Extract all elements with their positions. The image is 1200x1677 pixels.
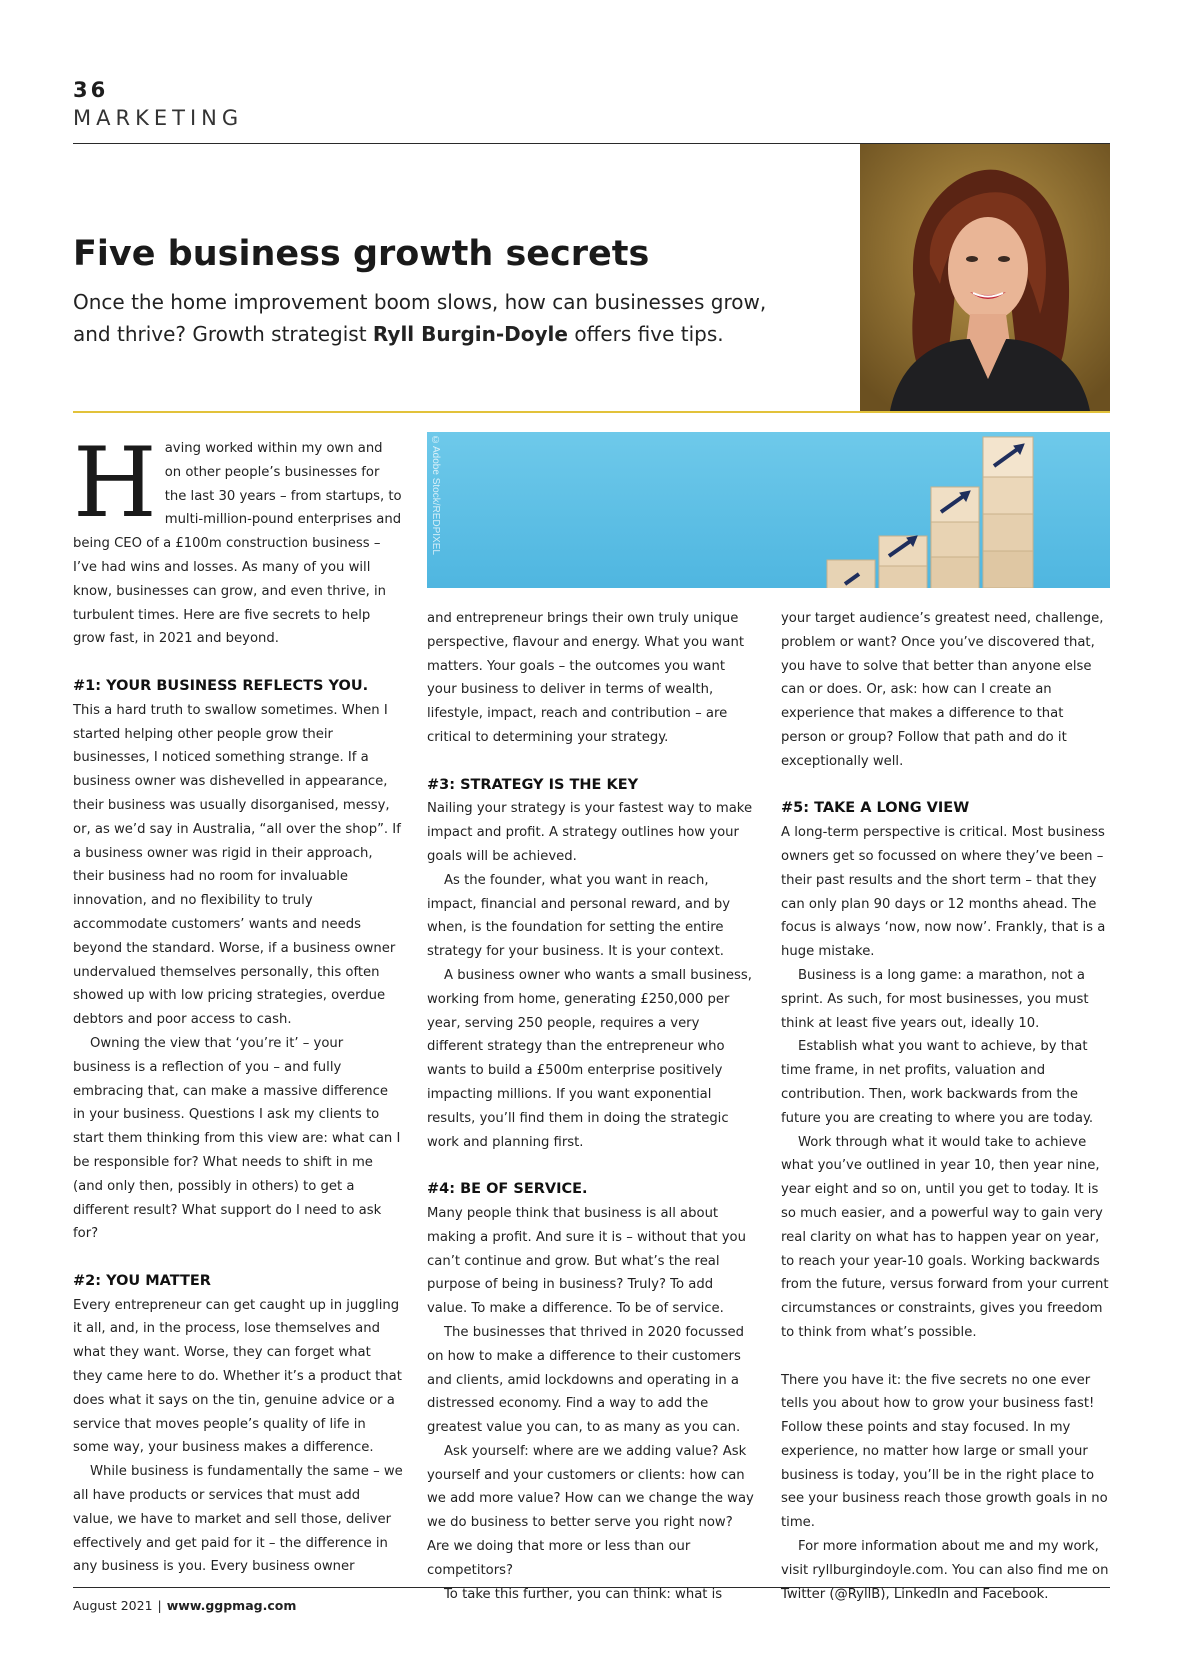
footer [73, 1598, 296, 1613]
paragraph: This a hard truth to swallow sometimes. When I started helping other people grow their businesses, I noticed something strange. If a business owner was dishevelled in appearance, their business was usually disorganised, messy, or, as we’d say in Australia, “all over the shop”. If a business owner was rigid in their approach, their business had no room for invaluable innovation, and no flexibility to truly accommodate customers’ wants and needs beyond the standard. Worse, if a business owner undervalued themselves personally, this often showed up with low pricing strategies, overdue debtors and poor access to cash. [73, 702, 401, 1028]
paragraph: While business is fundamentally the same – we all have products or services that must add value, we have to market and sell those, deliver effectively and get paid for it – the difference in any business is you. Every business owner [73, 1464, 403, 1575]
author-name: Ryll Burgin-Doyle [372, 322, 568, 346]
paragraph: and entrepreneur brings their own truly unique perspective, flavour and energy. What you want matters. Your goals – the outcomes you want your business to deliver in terms of wealth, lifestyle, impact, reach and contribution – are critical to determining your strategy. [427, 611, 744, 745]
section-5-heading: #5: TAKE A LONG VIEW [781, 800, 970, 817]
standfirst [73, 286, 803, 350]
gold-rule [73, 411, 1110, 413]
paragraph: Nailing your strategy is your fastest way to make impact and profit. A strategy outlines how your goals will be achieved. [427, 801, 753, 864]
paragraph: Owning the view that ‘you’re it’ – your business is a reflection of you – and fully embracing that, can make a massive difference in your business. Questions I ask my clients to start them thinking from this view are: what can I be responsible for? What needs to shift in me (and only then, possibly in others) to get a different result? What support do I need to ask for? [73, 1035, 401, 1242]
paragraph: Establish what you want to achieve, by that time frame, in net profits, valuation and contribution. Then, work backwards from the future you are creating to where you are today. [781, 1039, 1094, 1126]
section-3-heading: #3: STRATEGY IS THE KEY [427, 776, 639, 793]
paragraph: To take this further, you can think: what is [444, 1586, 723, 1602]
standfirst-text-end: offers five tips. [567, 322, 724, 346]
website-link[interactable]: www.ggpmag.com [166, 1598, 297, 1613]
issue-date: August 2021 [73, 1598, 153, 1613]
paragraph: Every entrepreneur can get caught up in juggling it all, and, in the process, lose themselves and what they want. Worse, they can forget what they came here to do. Whether it’s a product that does what it says on the tin, genuine advice or a service that moves people’s quality of life in some way, your business makes a difference. [73, 1297, 402, 1456]
paragraph: The businesses that thrived in 2020 focussed on how to make a difference to their customers and clients, amid lockdowns and operating in a distressed economy. Find a way to add the greatest value you can, to as many as you can. [427, 1324, 744, 1436]
section-4-heading: #4: BE OF SERVICE. [427, 1181, 588, 1198]
author-portrait [860, 144, 1110, 411]
article-column-1 [73, 427, 403, 1579]
paragraph: A business owner who wants a small business, working from home, generating £250,000 per year, serving 250 people, requires a very different strategy than the entrepreneur who wants to build a £500m enterprise positively impacting millions. If you want exponential results, you’ll find them in doing the strategic work and planning first. [427, 967, 752, 1150]
article-column-3 [781, 607, 1111, 1606]
page-number: 36 [73, 78, 109, 102]
footer-separator: | [157, 1598, 162, 1613]
drop-cap: H [73, 427, 157, 539]
section-2-heading: #2: YOU MATTER [73, 1272, 211, 1289]
article-column-2 [427, 607, 757, 1606]
contact-paragraph: For more information about me and my work, visit ryllburgindoyle.com. You can also find me on Twitter (@RyllB), LinkedIn and Facebook. [781, 1539, 1109, 1602]
spacer [781, 1345, 1111, 1369]
image-credit: ©Adobe Stock/REDPIXEL [430, 435, 441, 555]
headline: Five business growth secrets [73, 234, 650, 274]
paragraph: Work through what it would take to achieve what you’ve outlined in year 10, then year nine, year eight and so on, until you get to today. It is so much easier, and a powerful way to gain very real clarity on what has to happen year on year, to reach your year-10 goals. Working backwards from the future, versus forward from your current circumstances or constraints, gives you freedom to think from what’s possible. [781, 1134, 1109, 1340]
bottom-rule [73, 1587, 1110, 1588]
paragraph: A long-term perspective is critical. Most business owners get so focussed on where they’ve been – their past results and the short term – that they can only plan 90 days or 12 months ahead. The focus is always ‘now, now now’. Frankly, that is a huge mistake. [781, 825, 1106, 960]
paragraph: Many people think that business is all about making a profit. And sure it is – without that you can’t continue and grow. But what’s the real purpose of being in business? Truly? To add value. To make a difference. To be of service. [427, 1205, 746, 1317]
paragraph: As the founder, what you want in reach, impact, financial and personal reward, and by when, is the foundation for setting the entire strategy for your business. It is your context. [427, 872, 731, 960]
closing-paragraph: There you have it: the five secrets no one ever tells you about how to grow your business fast! Follow these points and stay focused. In my experience, no matter how large or small your business is today, you’ll be in the right place to see your business reach those growth goals in no time. [781, 1372, 1108, 1531]
section-name: MARKETING [73, 106, 244, 130]
paragraph: Business is a long game: a marathon, not a sprint. As such, for most businesses, you must think at least five years out, ideally 10. [781, 967, 1089, 1031]
stock-image [427, 432, 1110, 588]
intro-paragraph: aving worked within my own and on other people’s businesses for the last 30 years – from startups, to multi-million-pound enterprises and being CEO of a £100m construction business – I’ve had wins and losses. As many of you will know, businesses can grow, and even thrive, in turbulent times. Here are five secrets to help grow fast, in 2021 and beyond. [73, 441, 402, 647]
standfirst-text: Once the home improvement boom slows, how can businesses grow, and thrive? Growth strategist [73, 290, 767, 346]
paragraph: your target audience’s greatest need, challenge, problem or want? Once you’ve discovered that, you have to solve that better than anyone else can or does. Or, ask: how can I create an experience that makes a difference to that person or group? Follow that path and do it exceptionally well. [781, 611, 1104, 769]
paragraph: Ask yourself: where are we adding value? Ask yourself and your customers or clients: how can we add more value? How can we change the way we do business to better serve you right now? Are we doing that more or less than our competitors? [427, 1443, 754, 1578]
section-1-heading: #1: YOUR BUSINESS REFLECTS YOU. [73, 677, 369, 694]
